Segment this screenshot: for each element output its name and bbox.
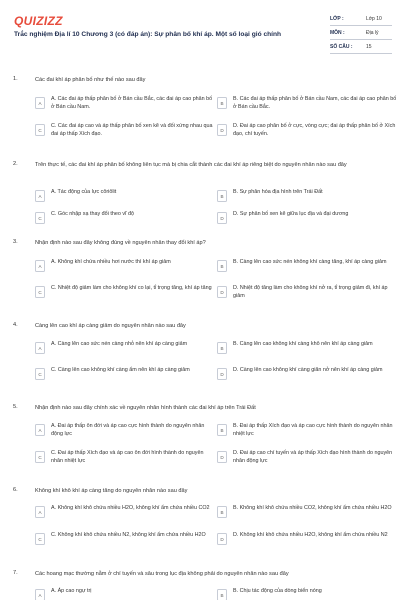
question-text: Các hoang mạc thường nằm ở chí tuyến và sâu trong lục địa không phải do nguyên nhân nào sau đây xyxy=(35,571,289,577)
question-number: 3. xyxy=(13,239,18,245)
option-text: A. Đai áp thấp ôn đới và áp cao cực hình thành do nguyên nhân động lực xyxy=(51,423,205,437)
option-text: B. Càng lên cao sức nén không khí càng tăng, khí áp càng giảm xyxy=(233,259,387,265)
option-letter-box: D xyxy=(217,368,227,380)
question-number: 5. xyxy=(13,404,18,410)
option-c[interactable] xyxy=(35,123,215,139)
option-text: A. Không khí khô chứa nhiều H2O, không khí ẩm chứa nhiều CO2 xyxy=(51,505,210,511)
option-c[interactable] xyxy=(35,450,215,466)
question-text: Nhận định nào sau đây không đúng về nguyên nhân thay đổi khí áp? xyxy=(35,240,206,246)
option-text: B. Chịu tác động của dòng biển nóng xyxy=(233,588,322,594)
option-letter-box: C xyxy=(35,451,45,463)
option-b[interactable] xyxy=(217,423,397,439)
question-number: 2. xyxy=(13,161,18,167)
option-c[interactable] xyxy=(35,211,215,224)
option-text: B. Không khí khô chứa nhiều CO2, không khí ẩm chứa nhiều H2O xyxy=(233,505,392,511)
option-b[interactable] xyxy=(217,505,397,518)
option-text: C. Các đai áp cao và áp thấp phân bố xen kẽ và đối xứng nhau qua đai áp thấp Xích đạo. xyxy=(51,123,213,137)
question-number: 6. xyxy=(13,487,18,493)
option-letter-box: A xyxy=(35,260,45,272)
question-text: Các đai khí áp phân bố như thế nào sau đây xyxy=(35,77,146,83)
option-text: A. Áp cao ngự trị xyxy=(51,588,92,594)
option-text: B. Càng lên cao không khí càng khô nên khí áp càng giảm xyxy=(233,341,373,347)
option-letter-box: D xyxy=(217,533,227,545)
option-text: B. Sự phân hóa địa hình trên Trái Đất xyxy=(233,189,323,195)
option-letter-box: C xyxy=(35,286,45,298)
option-b[interactable] xyxy=(217,259,397,272)
option-letter-box: B xyxy=(217,260,227,272)
option-text: B. Các đai áp thấp phân bố ở Bán cầu Nam, các đai áp cao phân bố ở Bán cầu Bắc. xyxy=(233,96,397,110)
option-text: C. Góc nhập xạ thay đổi theo vĩ độ xyxy=(51,211,135,217)
option-letter-box: B xyxy=(217,97,227,109)
option-text: A. Các đai áp thấp phân bố ở Bán cầu Bắc, các đai áp cao phân bố ở Bán cầu Nam. xyxy=(51,96,213,110)
option-a[interactable] xyxy=(35,259,215,272)
meta-value: 15 xyxy=(366,43,372,50)
option-text: C. Càng lên cao không khí càng ẩm nên khí áp càng giảm xyxy=(51,367,190,373)
option-letter-box: A xyxy=(35,424,45,436)
option-c[interactable] xyxy=(35,532,215,545)
question-text: Càng lên cao khí áp càng giảm do nguyên nhân nào sau đây xyxy=(35,323,186,329)
option-text: A. Càng lên cao sức nén càng nhỏ nên khí áp càng giảm xyxy=(51,341,188,347)
option-letter-box: C xyxy=(35,533,45,545)
option-letter-box: A xyxy=(35,342,45,354)
option-text: C. Đai áp thấp Xích đạo và áp cao ôn đới hình thành do nguyên nhân nhiệt lực xyxy=(51,450,204,464)
option-letter-box: D xyxy=(217,212,227,224)
option-a[interactable] xyxy=(35,96,215,112)
quizizz-logo[interactable]: QUIZIZZ xyxy=(14,14,63,28)
option-letter-box: D xyxy=(217,286,227,298)
quiz-meta-panel xyxy=(330,12,392,54)
question-number: 7. xyxy=(13,570,18,576)
question-number: 4. xyxy=(13,322,18,328)
meta-value: Địa lý xyxy=(366,29,379,36)
option-letter-box: C xyxy=(35,368,45,380)
option-letter-box: B xyxy=(217,424,227,436)
option-d[interactable] xyxy=(217,285,397,301)
option-text: D. Sự phân bố xen kẽ giữa lục địa và đại dương xyxy=(233,211,349,217)
option-text: A. Không khí chứa nhiều hơi nước thì khí áp giảm xyxy=(51,259,171,265)
meta-row-subject xyxy=(330,26,392,40)
option-a[interactable] xyxy=(35,189,215,202)
option-b[interactable] xyxy=(217,588,397,600)
option-text: D. Càng lên cao không khí càng giãn nở nên khí áp càng giảm xyxy=(233,367,383,373)
question-text: Trên thực tế, các đai khí áp phân bố không liên tục mà bị chia cắt thành các đai khí áp riêng biệt do nguyên nhân nào sau đây xyxy=(35,162,347,168)
option-text: D. Đai áp cao chí tuyến và áp thấp Xích đạo hình thành do nguyên nhân động lực xyxy=(233,450,393,464)
option-letter-box: A xyxy=(35,97,45,109)
option-c[interactable] xyxy=(35,285,215,298)
quiz-header xyxy=(8,10,392,60)
meta-label: LỚP : xyxy=(330,15,344,22)
meta-row-question-count xyxy=(330,40,392,54)
option-text: D. Không khí khô chứa nhiều H2O, không khí ẩm chứa nhiều N2 xyxy=(233,532,388,538)
option-text: D. Nhiệt độ tăng làm cho không khí nở ra, tỉ trọng giảm đi, khí áp giảm xyxy=(233,285,388,299)
option-b[interactable] xyxy=(217,189,397,202)
option-c[interactable] xyxy=(35,367,215,380)
option-a[interactable] xyxy=(35,423,215,439)
option-text: C. Không khí khô chứa nhiều N2, không khí ẩm chứa nhiều H2O xyxy=(51,532,206,538)
option-d[interactable] xyxy=(217,532,397,545)
question-number: 1. xyxy=(13,76,18,82)
option-text: A. Tác động của lực côriôlit xyxy=(51,189,117,195)
option-letter-box: C xyxy=(35,124,45,136)
question-text: Nhận định nào sau đây chính xác về nguyên nhân hình thành các đai khí áp trên Trái Đất xyxy=(35,405,256,411)
option-letter-box: D xyxy=(217,124,227,136)
option-d[interactable] xyxy=(217,450,397,466)
option-text: B. Đai áp thấp Xích đạo và áp cao cực hình thành do nguyên nhân nhiệt lực xyxy=(233,423,393,437)
option-letter-box: B xyxy=(217,342,227,354)
option-a[interactable] xyxy=(35,505,215,518)
option-letter-box: B xyxy=(217,506,227,518)
option-letter-box: C xyxy=(35,212,45,224)
option-a[interactable] xyxy=(35,341,215,354)
meta-label: SỐ CÂU : xyxy=(330,43,353,50)
option-d[interactable] xyxy=(217,367,397,380)
option-a[interactable] xyxy=(35,588,215,600)
meta-value: Lớp 10 xyxy=(366,15,382,22)
option-letter-box: A xyxy=(35,589,45,600)
option-text: C. Nhiệt độ giảm làm cho không khí co lại, tỉ trọng tăng, khí áp tăng xyxy=(51,285,212,291)
question-text: Không khí khô khí áp càng tăng do nguyên nhân nào sau đây xyxy=(35,488,188,494)
option-text: D. Đai áp cao phân bố ở cực, vòng cực; đai áp thấp phân bố ở Xích đạo, chí tuyến. xyxy=(233,123,396,137)
option-letter-box: B xyxy=(217,190,227,202)
option-letter-box: A xyxy=(35,506,45,518)
option-b[interactable] xyxy=(217,341,397,354)
meta-row-grade xyxy=(330,12,392,26)
meta-label: MÔN : xyxy=(330,29,345,36)
option-letter-box: A xyxy=(35,190,45,202)
option-d[interactable] xyxy=(217,123,397,139)
option-b[interactable] xyxy=(217,96,397,112)
option-letter-box: D xyxy=(217,451,227,463)
quiz-title: Trắc nghiệm Địa lí 10 Chương 3 (có đáp án): Sự phân bố khí áp. Một số loại gió chính xyxy=(14,31,282,38)
option-d[interactable] xyxy=(217,211,397,224)
option-letter-box: B xyxy=(217,589,227,600)
